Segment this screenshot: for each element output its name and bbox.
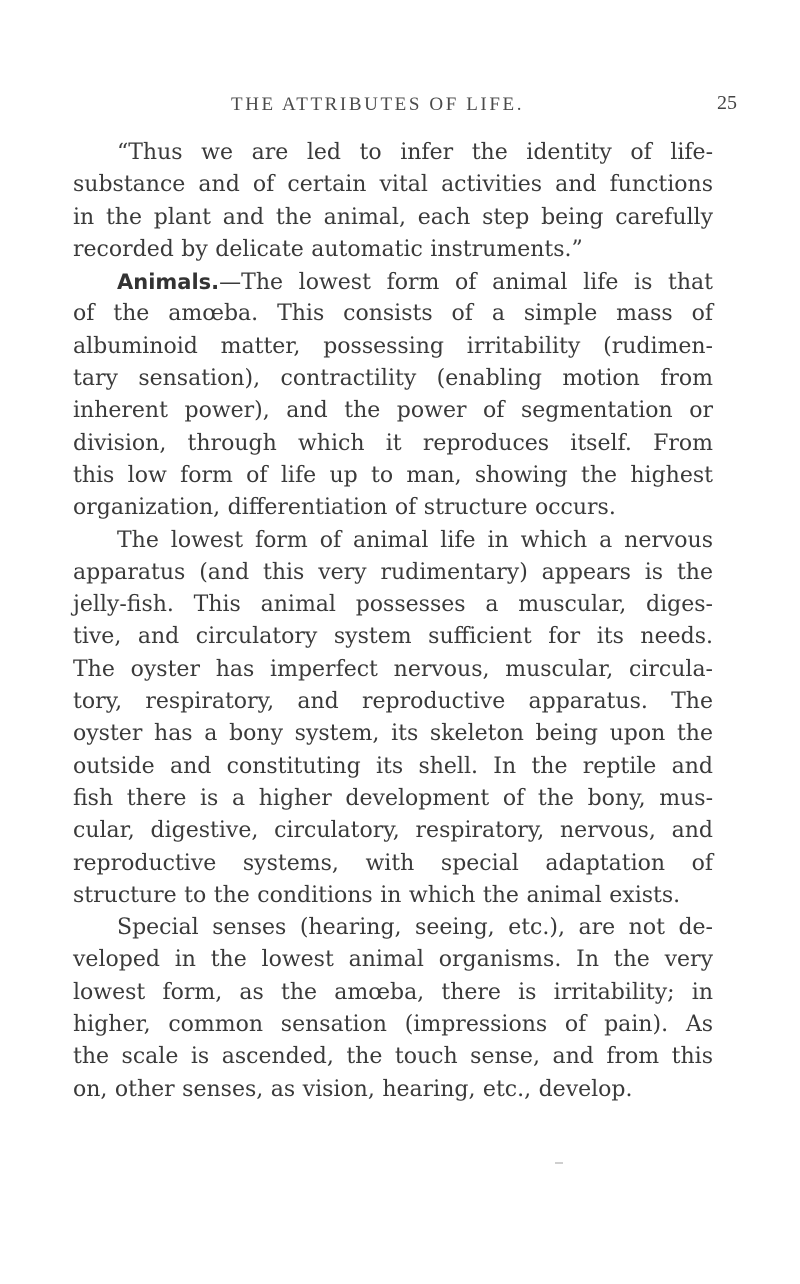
text-line: The lowest form of animal life in which a nervous — [117, 527, 713, 553]
text-line: substance and of certain vital activities and functions — [73, 172, 713, 198]
text-line: structure to the conditions in which the animal exists. — [73, 882, 681, 908]
text-line-continuation: —The lowest form of animal life is that — [219, 270, 713, 296]
text-line: this low form of life up to man, showing the highest — [73, 462, 713, 488]
text-line: “Thus we are led to infer the identity of life- — [117, 140, 713, 165]
text-line: recorded by delicate automatic instruments.” — [73, 236, 583, 262]
text-line: oyster has a bony system, its skeleton being upon the — [73, 721, 713, 747]
text-line: veloped in the lowest animal organisms. In the very — [73, 947, 713, 973]
text-line: in the plant and the animal, each step being carefully — [73, 204, 713, 230]
text-line: of the amœba. This consists of a simple mass of — [73, 301, 713, 327]
text-line: tive, and circulatory system sufficient for its needs. — [73, 624, 713, 650]
text-line: higher, common sensation (impressions of pain). As — [73, 1012, 713, 1038]
running-header-title: THE ATTRIBUTES OF LIFE. — [231, 94, 525, 115]
text-line: tory, respiratory, and reproductive apparatus. The — [73, 689, 713, 715]
text-line: The oyster has imperfect nervous, muscular, circula- — [73, 656, 713, 682]
text-line: outside and constituting its shell. In the reptile and — [73, 753, 713, 779]
text-line-with-heading — [73, 266, 713, 298]
text-line: fish there is a higher development of the bony, mus- — [73, 785, 713, 811]
body-text — [73, 137, 713, 1106]
text-line: Special senses (hearing, seeing, etc.), are not de- — [117, 915, 713, 941]
text-line: on, other senses, as vision, hearing, etc., develop. — [73, 1076, 633, 1102]
text-line: division, through which it reproduces itself. From — [73, 430, 713, 456]
paper-mark — [555, 1162, 563, 1164]
text-line: albuminoid matter, possessing irritability (rudimen- — [73, 333, 713, 359]
text-line: cular, digestive, circulatory, respiratory, nervous, and — [73, 818, 713, 844]
text-line: the scale is ascended, the touch sense, and from this — [73, 1044, 713, 1070]
text-line: inherent power), and the power of segmentation or — [73, 398, 713, 424]
text-line: tary sensation), contractility (enabling motion from — [73, 366, 713, 392]
text-line: organization, differentiation of structure occurs. — [73, 495, 616, 521]
page-number: 25 — [717, 92, 737, 114]
text-line: apparatus (and this very rudimentary) appears is the — [73, 559, 713, 585]
text-line: lowest form, as the amœba, there is irritability; in — [73, 979, 713, 1005]
section-heading-animals: Animals. — [117, 270, 220, 295]
text-line: reproductive systems, with special adaptation of — [73, 850, 713, 876]
text-line: jelly-fish. This animal possesses a muscular, diges- — [73, 592, 713, 618]
